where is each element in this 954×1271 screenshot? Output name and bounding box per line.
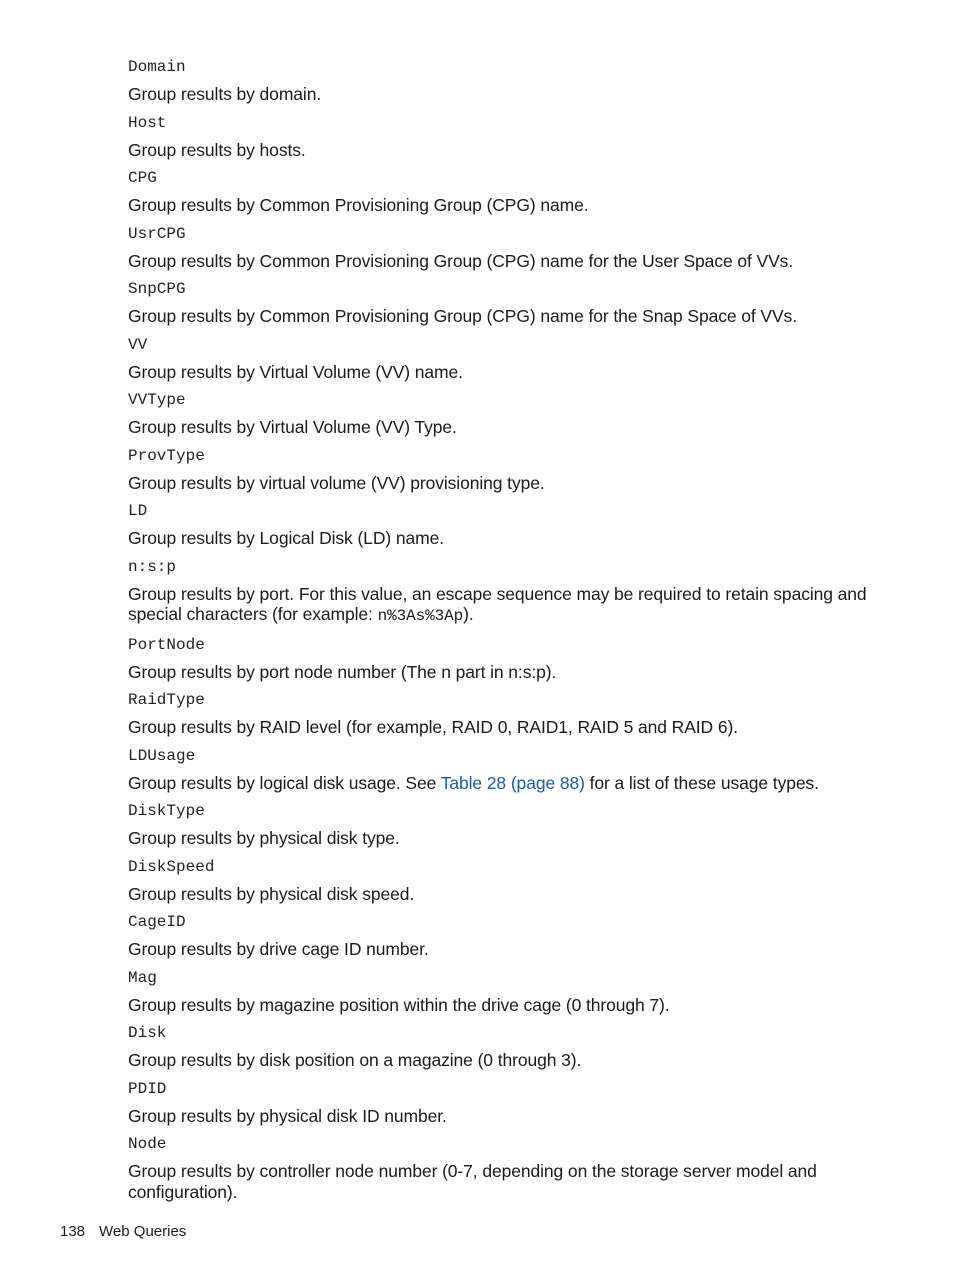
description: Group results by Common Provisioning Group (CPG) name for the Snap Space of VVs. [128,306,797,326]
term: PortNode [128,635,205,654]
description-text: Group results by logical disk usage. See [128,772,441,793]
page-number: 138 [60,1223,86,1240]
term: CPG [128,169,157,187]
description-text: Group results by port. For this value, an escape sequence may be required to retain spacing and special characters (for example: [128,583,867,624]
term: Disk [128,1024,167,1042]
entry-host [128,113,868,161]
description: Group results by controller node number (0-7, depending on the storage server model and configuration). [128,1161,817,1202]
entry-mag [128,968,868,1016]
description: Group results by Logical Disk (LD) name. [128,528,444,548]
term: VV [128,335,148,354]
term: Domain [128,58,186,76]
entry-domain [128,57,868,105]
term: Host [128,113,167,132]
description [128,773,868,794]
description: Group results by disk position on a magazine (0 through 3). [128,1050,582,1070]
description: Group results by physical disk type. [128,828,400,848]
description: Group results by Common Provisioning Group (CPG) name. [128,195,589,215]
description: Group results by drive cage ID number. [128,939,429,959]
entry-pdid [128,1079,868,1127]
entry-usrcpg [128,224,868,272]
description: Group results by hosts. [128,139,306,160]
definition-list [128,57,868,1210]
entry-portnode [128,635,868,683]
entry-raidtype [128,690,868,738]
entry-disktype [128,801,868,849]
term: SnpCPG [128,280,186,298]
description: Group results by domain. [128,84,322,104]
entry-provtype [128,446,868,494]
entry-vvtype [128,390,868,438]
term: VVType [128,391,186,409]
description: Group results by virtual volume (VV) provisioning type. [128,472,545,493]
description: Group results by RAID level (for example, RAID 0, RAID1, RAID 5 and RAID 6). [128,717,738,737]
description: Group results by port node number (The n part in n:s:p). [128,661,557,682]
term: n:s:p [128,557,177,576]
entry-ld [128,501,868,549]
entry-vv [128,335,868,383]
term: Mag [128,968,157,987]
term: DiskType [128,802,205,820]
term: LD [128,502,148,520]
description-text: for a list of these usage types. [584,772,819,793]
term: PDID [128,1079,167,1098]
description: Group results by physical disk ID number. [128,1105,447,1126]
table-28-link[interactable]: Table 28 (page 88) [440,772,585,793]
entry-snpcpg [128,279,868,327]
term: Node [128,1135,167,1153]
term: UsrCPG [128,224,186,243]
entry-nsp [128,557,868,627]
term: DiskSpeed [128,857,215,876]
description: Group results by Common Provisioning Group (CPG) name for the User Space of VVs. [128,250,794,271]
description: Group results by Virtual Volume (VV) name. [128,361,463,382]
entry-node [128,1134,868,1202]
term: ProvType [128,446,205,465]
section-title: Web Queries [99,1223,187,1240]
term: RaidType [128,691,205,709]
entry-cageid [128,912,868,960]
page-footer [60,1222,186,1242]
description [128,584,868,627]
description: Group results by physical disk speed. [128,883,415,904]
term: LDUsage [128,746,196,765]
code-example: n%3As%3Ap [377,607,464,625]
entry-diskspeed [128,857,868,905]
description: Group results by magazine position within the drive cage (0 through 7). [128,994,670,1015]
description: Group results by Virtual Volume (VV) Type. [128,417,457,437]
term: CageID [128,913,186,931]
entry-disk [128,1023,868,1071]
entry-ldusage [128,746,868,794]
description-text: ). [463,604,474,624]
entry-cpg [128,168,868,216]
